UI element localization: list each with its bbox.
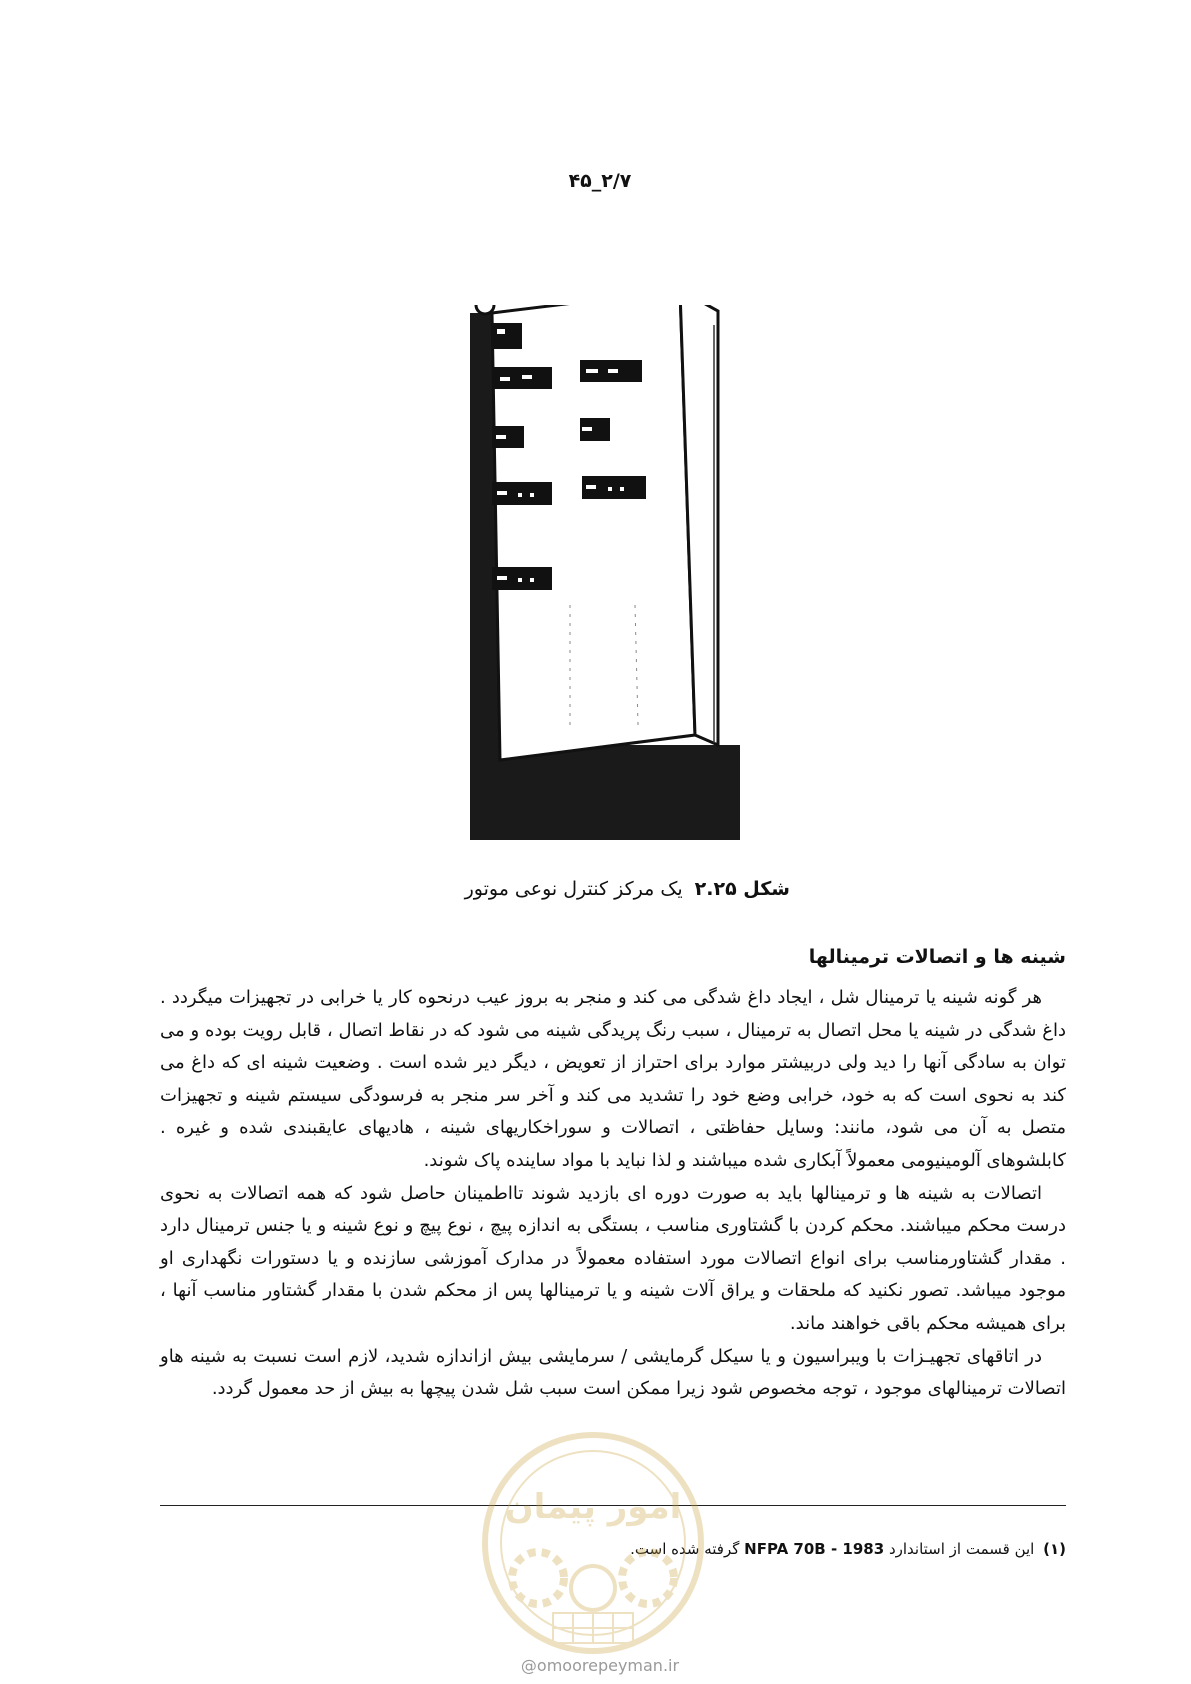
footnote-marker: (۱)	[1043, 1540, 1066, 1558]
globe-icon	[571, 1566, 615, 1610]
figure-caption	[200, 878, 790, 900]
unit-window-mark	[608, 369, 618, 373]
unit-window-mark	[497, 576, 507, 580]
unit-window-mark	[497, 491, 507, 495]
unit-window-mark	[530, 578, 534, 582]
figure-motor-control-center	[470, 305, 770, 845]
figure-label: شکل ۲.۲۵	[694, 878, 790, 900]
nameplate-mark	[497, 329, 505, 334]
unit-window-mark	[582, 427, 592, 431]
gear-icon	[512, 1552, 564, 1604]
gear-icon	[622, 1552, 674, 1604]
footnote-reference: NFPA 70B - 1983	[744, 1540, 885, 1558]
paragraph: اتصالات به شینه ها و ترمینالها باید به صورت دوره ای بازدید شوند تااطمینان حاصل شود که همه اتصالات به نحوی درست محکم میباشند. محکم کردن با گشتاوری مناسب ، بستگی به اندازه پیچ ، نوع پیچ و نوع شینه و یا جنس ترمینال دارد . مقدار گشتاورمناسب برای انواع اتصالات مورد استفاده معمولاً در مدارک آموزشی سازنده و یا دستورات نگهداری او موجود میباشد. تصور نکنید که ملحقات و یراق آلات شینه و یا ترمینالها پس از محکم شدن با مقدار گشتاور مناسب آنها ، برای همیشه محکم باقی خواهند ماند.	[160, 1182, 1066, 1334]
footnote-text-before: این قسمت از استاندارد	[888, 1540, 1035, 1558]
unit-window-mark	[620, 487, 624, 491]
unit-window-mark	[518, 578, 522, 582]
unit-window-mark	[518, 493, 522, 497]
body-text	[160, 982, 1066, 1406]
unit-window-mark	[608, 487, 612, 491]
unit-window-mark	[496, 435, 506, 439]
site-credit-text: omoorepeyman.ir	[536, 1656, 680, 1675]
paragraph: در اتاقهای تجهیـزات با ویبراسیون و یا سیکل گرمایشی / سرمایشی بیش ازاندازه شدید، لازم است نسبت به شینه هاو اتصالات ترمینالهای موجود ، توجه مخصوص شود زیرا ممکن است سبب شل شدن پیچها به بیش از حد معمول گردد.	[160, 1345, 1066, 1400]
unit-window-mark	[586, 369, 598, 373]
watermark-text: امور پیمان	[504, 1487, 682, 1527]
watermark-inner-ring	[501, 1451, 685, 1635]
footnote-text-after: گرفته شده است.	[630, 1540, 740, 1558]
page-number: ۴۵‌‌_۲/۷	[568, 170, 632, 192]
site-credit	[490, 1656, 710, 1675]
section-heading: شینه ها و اتصالات ترمینالها	[808, 946, 1066, 968]
figure-caption-text: یک مرکز کنترل نوعی موتور	[464, 878, 683, 900]
watermark-logo	[478, 1428, 708, 1658]
motor-control-center-image	[470, 305, 770, 845]
paragraph: هر گونه شینه یا ترمینال شل ، ایجاد داغ شدگی می کند و منجر به بروز عیب درنحوه کار یا خرابی در تجهیزات میگردد . داغ شدگی در شینه یا محل اتصال به ترمینال ، سبب رنگ پریدگی شینه می شود که در نقاط اتصال ، قابل رویت بوده و می توان به سادگی آنها را دید ولی دربیشتر موارد برای احتراز از تعویض ، دیگر دیر شده است . وضعیت شینه ای که داغ می کند به نحوی است که به خود، خرابی وضع خود را تشدید می کند و آخر سر منجر به فرسودگی سیستم شینه و تجهیزات متصل به آن می شود، مانند: وسایل حفاظتی ، اتصالات و سوراخکاریهای شینه ، هادیهای عایقبندی شده و غیره . کابلشوهای آلومینیومی معمولاً آبکاری شده میباشند و لذا نباید با مواد ساینده پاک شوند.	[160, 987, 1066, 1171]
unit-window-mark	[586, 485, 596, 489]
at-icon: @	[520, 1656, 537, 1675]
unit-window-mark	[500, 377, 510, 381]
unit-window-mark	[530, 493, 534, 497]
nameplate	[492, 323, 522, 349]
unit-window-mark	[522, 375, 532, 379]
